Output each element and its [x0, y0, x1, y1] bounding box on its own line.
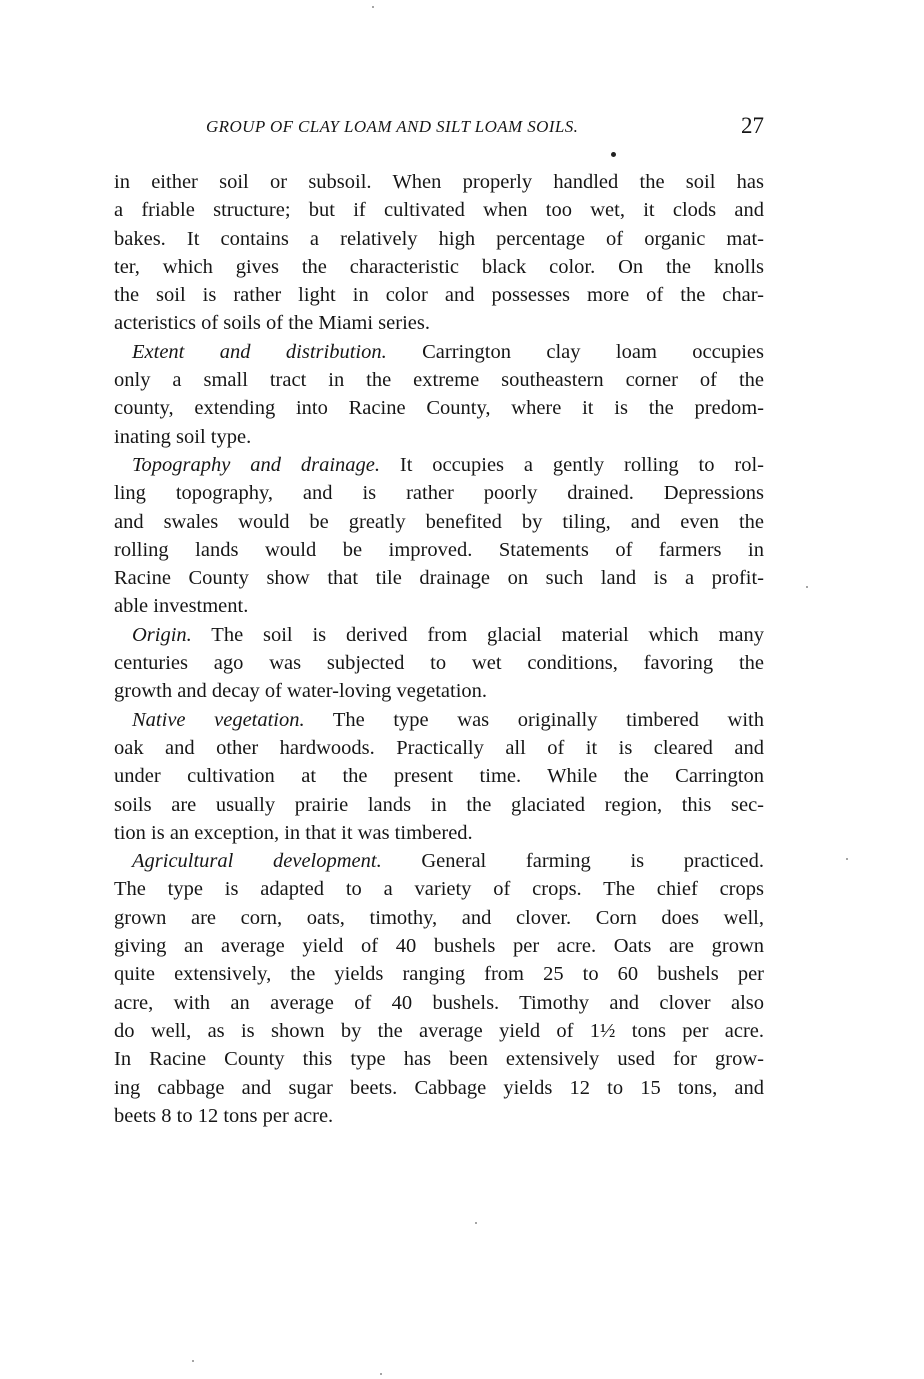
section-heading-agricultural-development: Agricultural development. [132, 850, 382, 873]
running-head [114, 113, 764, 143]
section-heading-origin: Origin. [132, 623, 192, 646]
paragraph-first-line [114, 621, 764, 649]
page-number: 27 [741, 113, 764, 138]
text-line: county, extending into Racine County, where it is the predom- [114, 397, 764, 420]
section-heading-topography: Topography and drainage. [132, 453, 381, 476]
text-line: inating soil type. [114, 425, 252, 448]
running-title: GROUP OF CLAY LOAM AND SILT LOAM SOILS. [206, 117, 579, 136]
text-line: able investment. [114, 595, 249, 618]
text-line: bakes. It contains a relatively high percentage of organic mat- [114, 227, 764, 250]
scan-speck [372, 6, 374, 8]
print-dot [611, 152, 616, 157]
text-line: do well, as is shown by the average yield of 1½ tons per acre. [114, 1019, 764, 1042]
scan-speck [806, 586, 808, 588]
text-line: In Racine County this type has been extensively used for grow- [114, 1048, 764, 1071]
paragraph-first-line [114, 338, 764, 366]
text-line: Racine County show that tile drainage on such land is a profit- [114, 567, 764, 590]
text-line: ling topography, and is rather poorly drained. Depressions [114, 482, 764, 505]
section-heading-native-vegetation: Native vegetation. [132, 708, 305, 731]
text-line: quite extensively, the yields ranging from 25 to 60 bushels per [114, 963, 764, 986]
text-run: The type was originally timbered with [304, 708, 764, 731]
text-line: beets 8 to 12 tons per acre. [114, 1104, 334, 1127]
text-run: It occupies a gently rolling to rol- [380, 453, 764, 476]
text-line: centuries ago was subjected to wet conditions, favoring the [114, 652, 764, 675]
scan-speck [192, 1360, 194, 1362]
text-line: oak and other hardwoods. Practically all of it is cleared and [114, 736, 764, 759]
text-line: a friable structure; but if cultivated when too wet, it clods and [114, 199, 764, 222]
text-line: tion is an exception, in that it was timbered. [114, 821, 473, 844]
section-heading-extent: Extent and distribution. [132, 340, 387, 363]
scan-speck [380, 1373, 382, 1375]
text-line: ing cabbage and sugar beets. Cabbage yields 12 to 15 tons, and [114, 1076, 764, 1099]
text-line: only a small tract in the extreme southeastern corner of the [114, 369, 764, 392]
scan-speck [846, 858, 848, 860]
text-run: The soil is derived from glacial material which many [191, 623, 764, 646]
text-line: acre, with an average of 40 bushels. Timothy and clover also [114, 991, 764, 1014]
scan-speck [475, 1222, 477, 1224]
text-line: grown are corn, oats, timothy, and clover. Corn does well, [114, 906, 764, 929]
text-line: giving an average yield of 40 bushels per acre. Oats are grown [114, 935, 764, 958]
text-line: under cultivation at the present time. While the Carrington [114, 765, 764, 788]
text-line: growth and decay of water-loving vegetation. [114, 680, 488, 703]
paragraph-first-line [114, 847, 764, 875]
text-line: soils are usually prairie lands in the glaciated region, this sec- [114, 793, 764, 816]
text-line: and swales would be greatly benefited by tiling, and even the [114, 510, 764, 533]
paragraph-first-line [114, 451, 764, 479]
text-line: ter, which gives the characteristic black color. On the knolls [114, 255, 764, 278]
text-line: The type is adapted to a variety of crops. The chief crops [114, 878, 764, 901]
text-line: in either soil or subsoil. When properly handled the soil has [114, 171, 764, 193]
text-line: rolling lands would be improved. Statements of farmers in [114, 538, 764, 561]
text-line: acteristics of soils of the Miami series. [114, 312, 430, 335]
paragraph-first-line [114, 706, 764, 734]
text-run: General farming is practiced. [381, 850, 765, 873]
text-line: the soil is rather light in color and possesses more of the char- [114, 284, 764, 307]
body-text [114, 168, 764, 1130]
text-run: Carrington clay loam occupies [386, 340, 765, 363]
